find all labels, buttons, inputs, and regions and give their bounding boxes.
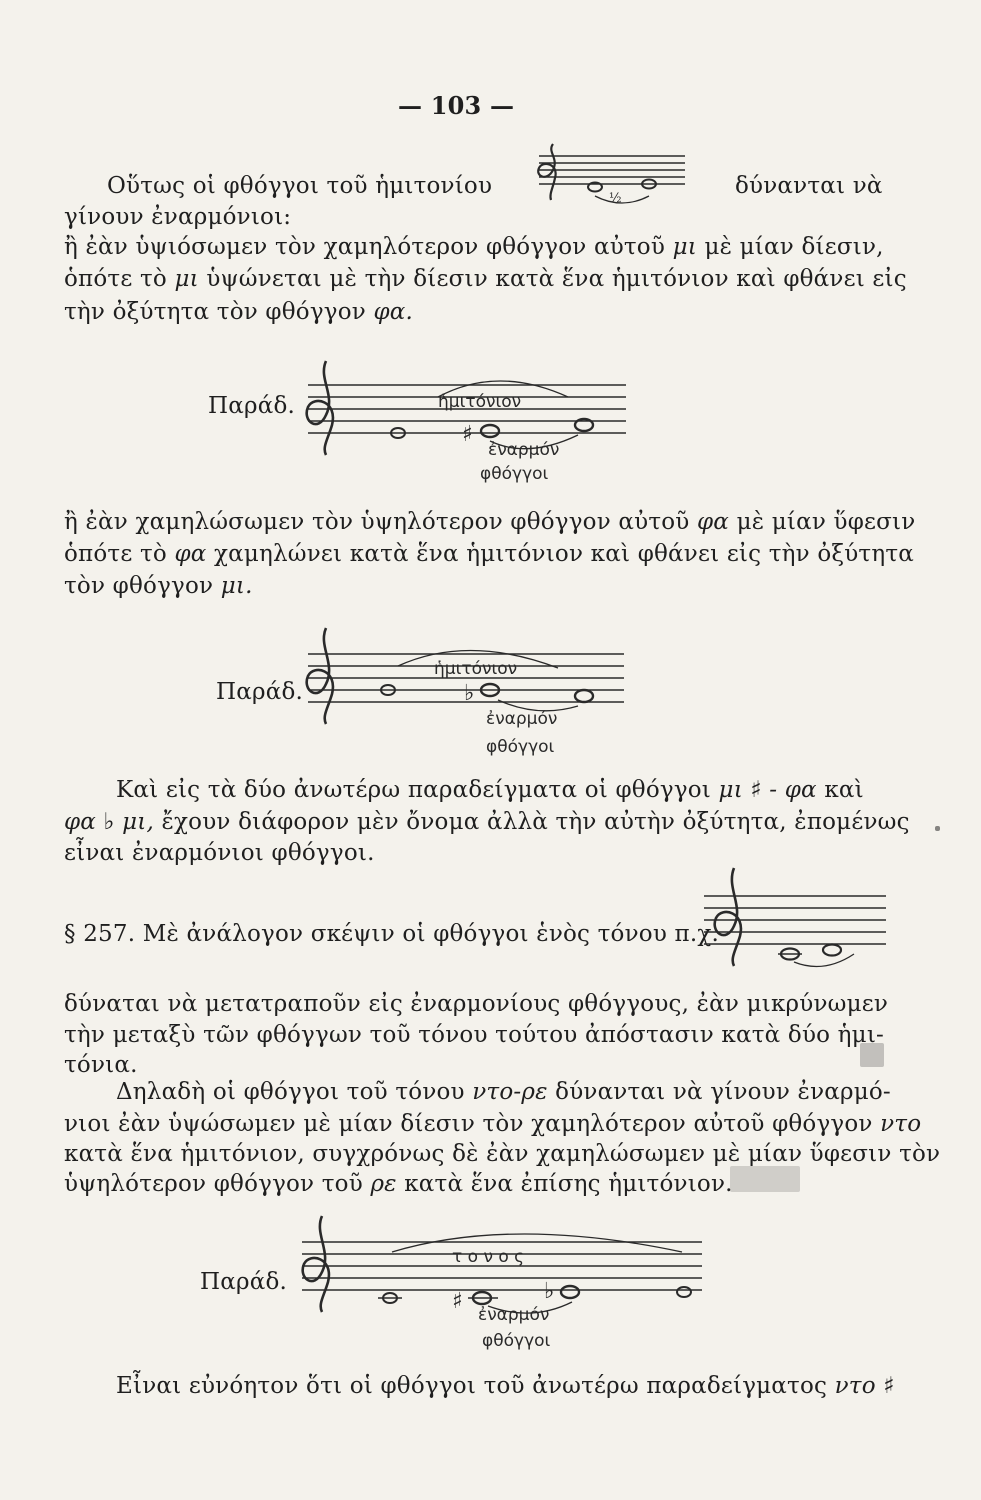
semitone-fraction: ½ xyxy=(609,191,622,206)
example2-staff xyxy=(298,620,638,760)
p4-line4: τόνια. xyxy=(64,1052,138,1078)
page-number: — 103 — xyxy=(398,91,515,120)
note-re-flat xyxy=(561,1286,579,1298)
treble-clef-icon xyxy=(715,868,741,966)
scan-speck xyxy=(935,826,940,831)
p1-line1a: Οὕτως οἱ φθόγγοι τοῦ ἡμιτονίου xyxy=(107,173,493,199)
p5-line1: Δηλαδὴ οἱ φθόγγοι τοῦ τόνου ντο-ρε δύνανται νὰ γίνουν ἐναρμό- xyxy=(116,1079,891,1105)
flat-icon: ♭ xyxy=(544,1279,555,1304)
example1-staff xyxy=(298,355,638,485)
p5-line3: κατὰ ἕνα ἡμιτόνιον, συγχρόνως δὲ ἐὰν χαμηλώσωμεν μὲ μίαν ὕφεσιν τὸν xyxy=(64,1141,941,1167)
example3-under1: ἐναρμόν xyxy=(478,1305,550,1325)
example2-under1: ἐναρμόν xyxy=(486,709,558,729)
inline-semitone-staff xyxy=(525,138,695,218)
p3-line2: φα ♭ μι, ἔχουν διάφορον μὲν ὄνομα ἀλλὰ τὴν αὐτὴν ὀξύτητα, ἐπομένως xyxy=(64,809,910,835)
p2-line3: τὸν φθόγγον μι. xyxy=(64,573,253,599)
example2-arc-label: ἡμιτόνιον xyxy=(434,659,518,679)
treble-clef-icon xyxy=(307,628,333,724)
p3-line3: εἶναι ἐναρμόνιοι φθόγγοι. xyxy=(64,840,375,866)
p1-line2: γίνουν ἐναρμόνιοι: xyxy=(64,204,292,230)
p4-line2: δύναται νὰ μετατραποῦν εἰς ἐναρμονίους φθόγγους, ἐὰν μικρύνωμεν xyxy=(64,991,889,1017)
note-re xyxy=(823,945,841,956)
p3-line1: Καὶ εἰς τὰ δύο ἀνωτέρω παραδείγματα οἱ φθόγγοι μι ♯ - φα καὶ xyxy=(116,777,864,803)
note-re xyxy=(677,1287,691,1297)
tone-staff xyxy=(694,862,894,982)
example3-label: Παράδ. xyxy=(200,1269,288,1295)
example3-arc-label: τ ο ν ο ς xyxy=(452,1247,525,1267)
treble-clef-icon xyxy=(538,144,555,200)
sharp-icon: ♯ xyxy=(462,422,473,447)
p1-line5: τὴν ὀξύτητα τὸν φθόγγον φα. xyxy=(64,299,414,325)
p1-line3: ἢ ἐὰν ὑψιόσωμεν τὸν χαμηλότερον φθόγγον αὐτοῦ μι μὲ μίαν δίεσιν, xyxy=(64,234,884,260)
p5-line2: νιοι ἐὰν ὑψώσωμεν μὲ μίαν δίεσιν τὸν χαμηλότερον αὐτοῦ φθόγγον ντο xyxy=(64,1111,922,1137)
note-mi-2 xyxy=(575,690,593,702)
example3-under2: φθόγγοι xyxy=(482,1331,551,1351)
p2-line1: ἢ ἐὰν χαμηλώσωμεν τὸν ὑψηλότερον φθόγγον αὐτοῦ φα μὲ μίαν ὕφεσιν xyxy=(64,509,916,535)
treble-clef-icon xyxy=(307,361,333,455)
p5-line4: ὑψηλότερον φθόγγον τοῦ ρε κατὰ ἕνα ἐπίσης ἡμιτόνιον. xyxy=(64,1171,733,1197)
example2-label: Παράδ. xyxy=(216,679,304,705)
example1-arc-label: ἡμιτόνιον xyxy=(438,392,522,412)
p1-line1b: δύνανται νὰ xyxy=(735,173,883,199)
p4-line3: τὴν μεταξὺ τῶν φθόγγων τοῦ τόνου τούτου ἀπόστασιν κατὰ δύο ἡμι- xyxy=(64,1022,885,1048)
p2-line2: ὁπότε τὸ φα χαμηλώνει κατὰ ἕνα ἡμιτόνιον καὶ φθάνει εἰς τὴν ὀξύτητα xyxy=(64,541,914,567)
scan-speck xyxy=(860,1043,884,1067)
example2-under2: φθόγγοι xyxy=(486,737,555,757)
p1-line4: ὁπότε τὸ μι ὑψώνεται μὲ τὴν δίεσιν κατὰ ἕνα ἡμιτόνιον καὶ φθάνει εἰς xyxy=(64,266,907,292)
p6-line1: Εἶναι εὐνόητον ὅτι οἱ φθόγγοι τοῦ ἀνωτέρω παραδείγματος ντο ♯ xyxy=(116,1373,895,1399)
p4-line1: § 257. Μὲ ἀνάλογον σκέψιν οἱ φθόγγοι ἑνὸς τόνου π.χ. xyxy=(64,921,720,947)
example1-label: Παράδ. xyxy=(208,393,296,419)
sharp-icon: ♯ xyxy=(452,1289,463,1314)
example1-under2: φθόγγοι xyxy=(480,464,549,484)
note-mi-sharp xyxy=(481,425,499,437)
scan-speck xyxy=(730,1166,800,1192)
flat-icon: ♭ xyxy=(464,681,475,706)
example1-under1: ἐναρμόν xyxy=(488,440,560,460)
treble-clef-icon xyxy=(303,1216,329,1312)
example3-staff xyxy=(292,1208,712,1351)
